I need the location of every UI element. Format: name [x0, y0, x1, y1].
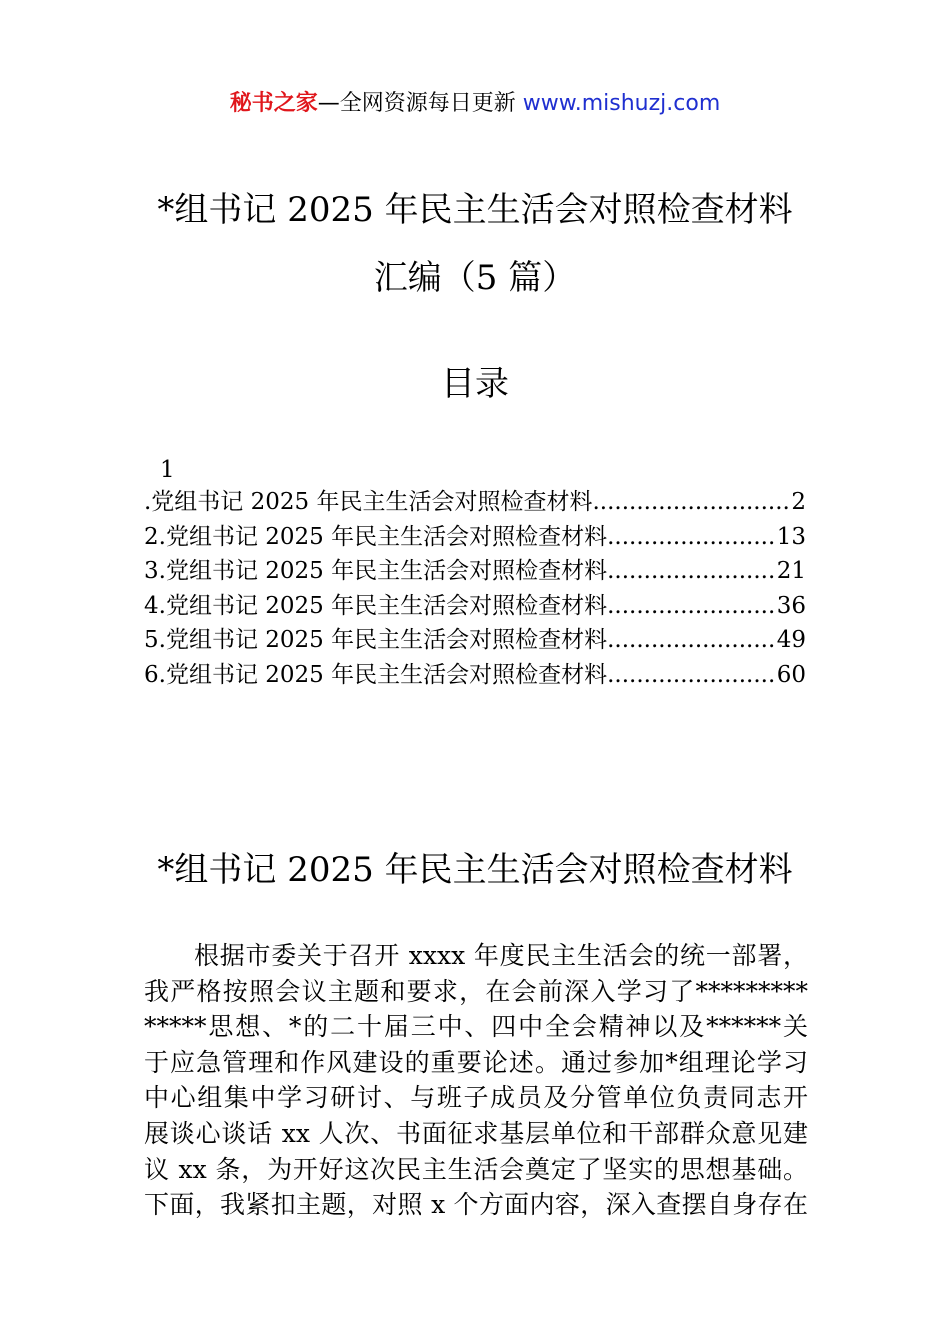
toc-entry-page: 13: [776, 523, 806, 550]
brand-name: 秘书之家: [229, 91, 318, 116]
toc-entry[interactable]: [144, 485, 806, 520]
paragraph-line: 议 xx 条，为开好这次民主生活会奠定了坚实的思想基础。: [144, 1154, 808, 1184]
toc-entry-page: 36: [776, 592, 806, 619]
toc-entry-page: 2: [791, 489, 806, 515]
paragraph-line: 根据市委关于召开 xxxx 年度民主生活会的统一部署，: [194, 941, 808, 970]
toc-dot-leader: [607, 554, 777, 589]
toc-entry[interactable]: [144, 658, 806, 693]
toc-entry-label: 4.党组书记 2025 年民主生活会对照检查材料: [144, 592, 608, 619]
toc-dot-leader: [607, 658, 777, 693]
document-title-line-2: 汇编（5 篇）: [373, 258, 577, 298]
toc-entry-page: 49: [776, 627, 806, 654]
toc-entry[interactable]: [144, 623, 806, 658]
toc-entry-page: 60: [776, 661, 806, 688]
toc-entry-label: 3.党组书记 2025 年民主生活会对照检查材料: [144, 558, 608, 585]
toc-entry-page: 21: [776, 558, 806, 585]
body-paragraph: [144, 938, 808, 1223]
toc-first-number: 1: [160, 457, 175, 483]
paragraph-line: 展谈心谈话 xx 人次、书面征求基层单位和干部群众意见建: [144, 1118, 808, 1148]
paragraph-line: 我严格按照会议主题和要求，在会前深入学习了*********: [144, 976, 808, 1006]
toc-dot-leader: [592, 485, 791, 520]
paragraph-line: *****思想、*的二十届三中、四中全会精神以及******关: [144, 1012, 808, 1042]
toc-entry[interactable]: [144, 520, 806, 555]
toc-entry[interactable]: [144, 589, 806, 624]
document-title-line-1: *组书记 2025 年民主生活会对照检查材料: [157, 190, 793, 230]
table-of-contents: [144, 455, 806, 693]
banner-tagline: —全网资源每日更新: [317, 91, 516, 116]
toc-dot-leader: [607, 520, 777, 555]
paragraph-line: 下面，我紧扣主题，对照 x 个方面内容，深入查摆自身存在: [144, 1190, 808, 1220]
section-title: *组书记 2025 年民主生活会对照检查材料: [157, 850, 793, 890]
toc-entry-label: .党组书记 2025 年民主生活会对照检查材料: [144, 489, 593, 515]
toc-entry-label: 6.党组书记 2025 年民主生活会对照检查材料: [144, 661, 608, 688]
toc-entry[interactable]: [144, 554, 806, 589]
toc-dot-leader: [607, 623, 777, 658]
toc-entry-label: 2.党组书记 2025 年民主生活会对照检查材料: [144, 523, 608, 550]
site-url-link[interactable]: www.mishuzj.com: [522, 91, 721, 116]
toc-heading: 目录: [441, 364, 509, 404]
toc-entry-label: 5.党组书记 2025 年民主生活会对照检查材料: [144, 627, 608, 654]
paragraph-line: 于应急管理和作风建设的重要论述。通过参加*组理论学习: [144, 1047, 808, 1077]
paragraph-line: 中心组集中学习研讨、与班子成员及分管单位负责同志开: [144, 1083, 808, 1113]
site-banner: [0, 88, 950, 120]
toc-dot-leader: [607, 589, 777, 624]
